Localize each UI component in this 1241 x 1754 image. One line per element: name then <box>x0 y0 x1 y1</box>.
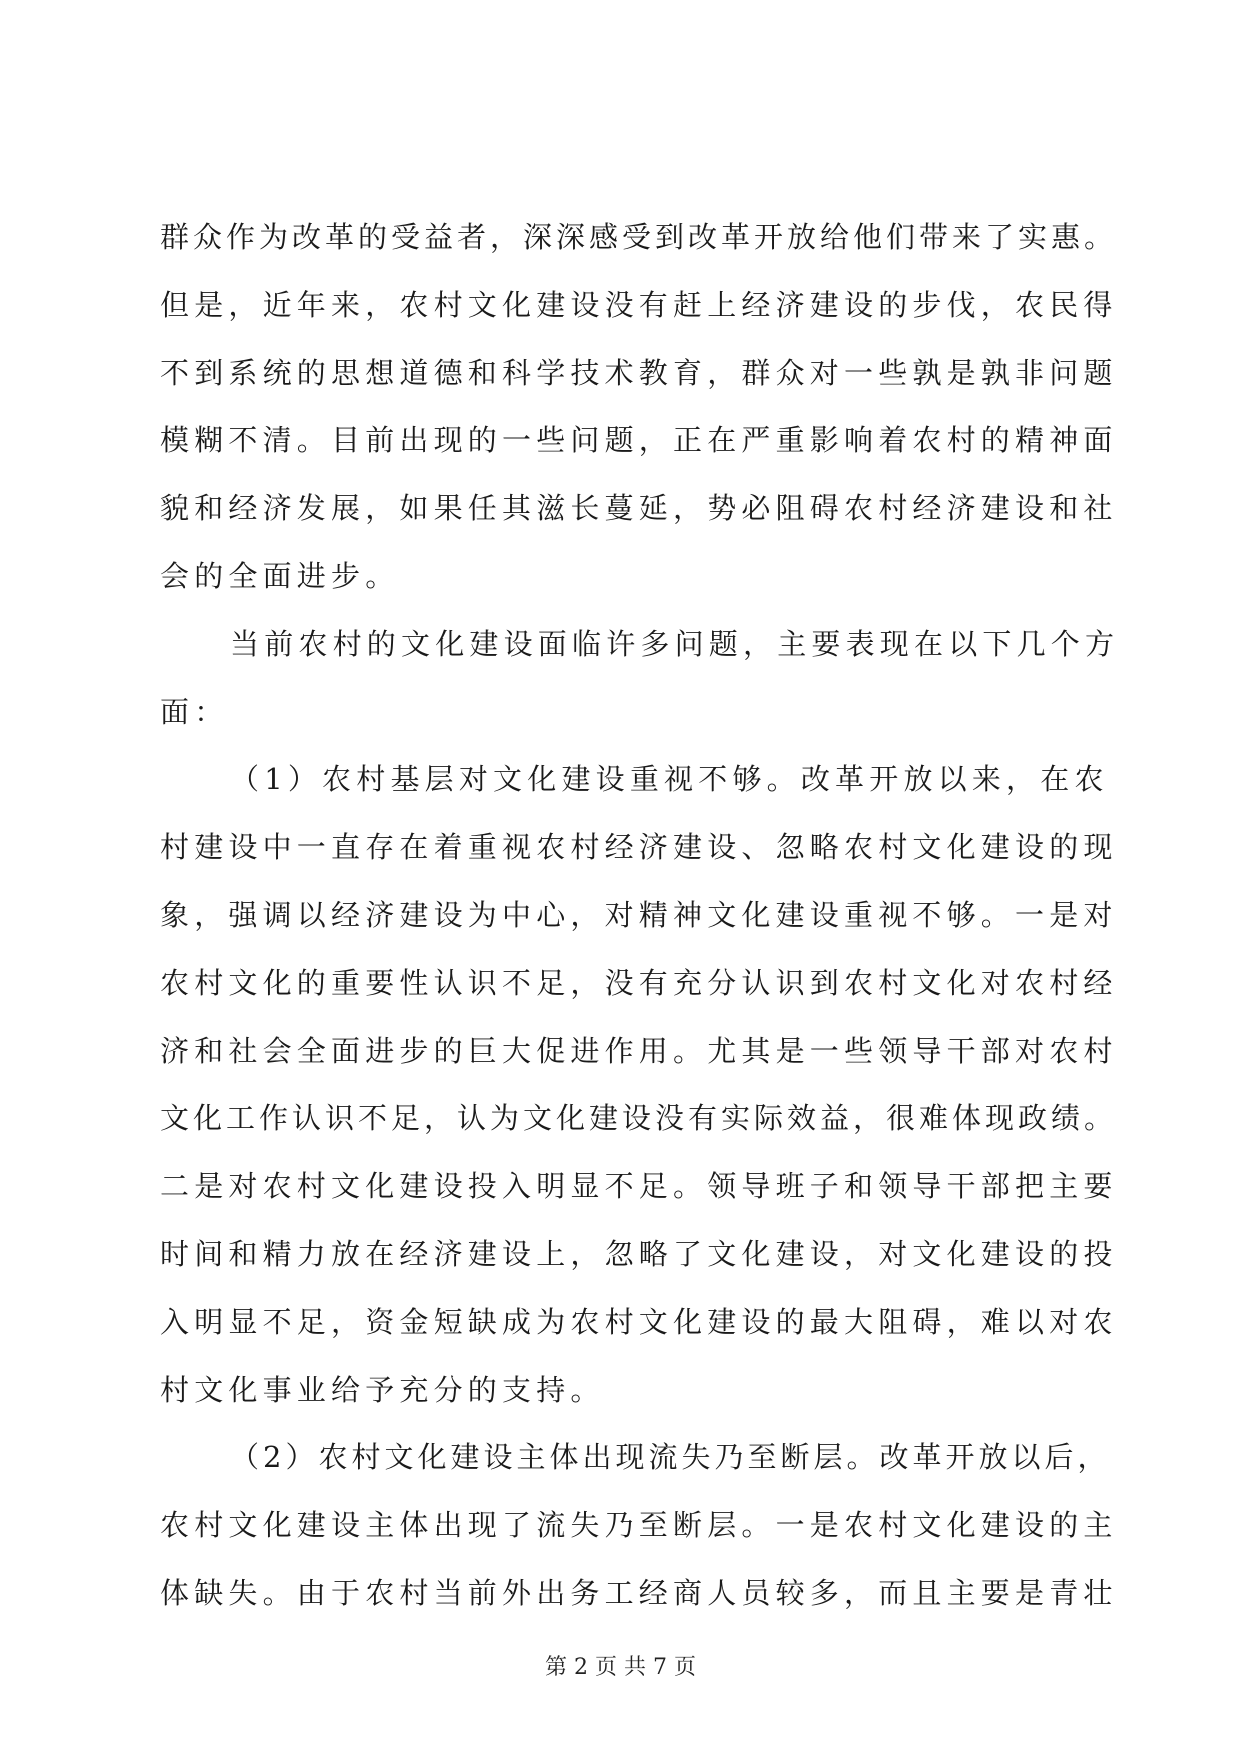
page-number-label: 第 2 页 共 7 页 <box>545 1655 696 1680</box>
text-line: 貌和经济发展，如果任其滋长蔓延，势必阻碍农村经济建设和社 <box>160 491 1118 526</box>
page-footer <box>0 1650 1241 1681</box>
body-text <box>160 204 1120 1628</box>
text-line: 农村文化的重要性认识不足，没有充分认识到农村文化对农村经 <box>160 965 1118 1000</box>
text-line: 不到系统的思想道德和科学技术教育，群众对一些孰是孰非问题 <box>160 355 1118 390</box>
section-heading-line: （2）农村文化建设主体出现流失乃至断层。改革开放以后， <box>230 1440 1111 1475</box>
paragraph-start-line: 当前农村的文化建设面临许多问题，主要表现在以下几个方 <box>230 626 1120 661</box>
text-line: 二是对农村文化建设投入明显不足。领导班子和领导干部把主要 <box>160 1169 1118 1204</box>
text-line: 村建设中一直存在着重视农村经济建设、忽略农村文化建设的现 <box>160 830 1118 865</box>
text-line: 济和社会全面进步的巨大促进作用。尤其是一些领导干部对农村 <box>160 1033 1118 1068</box>
text-line: 面： <box>160 694 229 729</box>
text-line: 体缺失。由于农村当前外出务工经商人员较多，而且主要是青壮 <box>160 1575 1118 1610</box>
text-line: 但是，近年来，农村文化建设没有赶上经济建设的步伐，农民得 <box>160 287 1118 322</box>
section-heading-line: （1）农村基层对文化建设重视不够。改革开放以来，在农 <box>230 762 1109 797</box>
text-line: 村文化事业给予充分的支持。 <box>160 1372 605 1407</box>
text-line: 象，强调以经济建设为中心，对精神文化建设重视不够。一是对 <box>160 897 1118 932</box>
text-line: 群众作为改革的受益者，深深感受到改革开放给他们带来了实惠。 <box>160 220 1118 254</box>
text-line: 农村文化建设主体出现了流失乃至断层。一是农村文化建设的主 <box>160 1508 1118 1543</box>
text-line: 入明显不足，资金短缺成为农村文化建设的最大阻碍，难以对农 <box>160 1304 1118 1339</box>
text-line: 会的全面进步。 <box>160 558 400 593</box>
text-line: 模糊不清。目前出现的一些问题，正在严重影响着农村的精神面 <box>160 423 1118 458</box>
text-line: 时间和精力放在经济建设上，忽略了文化建设，对文化建设的投 <box>160 1236 1118 1271</box>
text-line: 文化工作认识不足，认为文化建设没有实际效益，很难体现政绩。 <box>160 1101 1118 1136</box>
